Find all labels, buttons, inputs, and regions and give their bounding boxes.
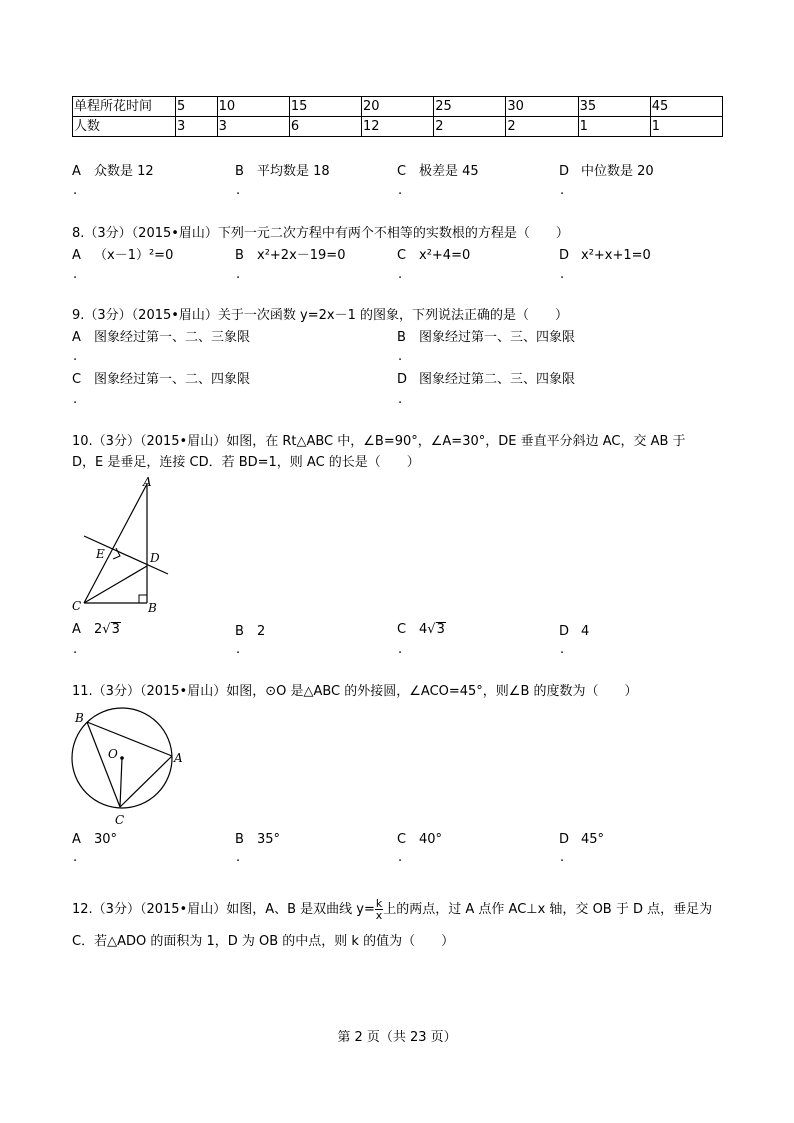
table-row <box>73 97 723 117</box>
option-dot: . <box>236 850 241 865</box>
circle-figure <box>64 706 189 828</box>
segment-ca <box>120 756 172 807</box>
row-label: 人数 <box>73 117 176 137</box>
option-dot: . <box>398 642 403 657</box>
option-coefficient: 4 <box>419 622 428 637</box>
table-cell: 5 <box>176 97 218 117</box>
option-dot: . <box>236 183 241 198</box>
option-dot: . <box>73 349 78 364</box>
option-text: 4 <box>581 624 590 639</box>
option-text: （x－1）²=0 <box>94 248 174 263</box>
option-letter: C <box>397 832 407 847</box>
option-text: 图象经过第二、三、四象限 <box>419 372 576 387</box>
option-letter: D <box>559 164 570 179</box>
option-letter: C <box>397 622 407 637</box>
q9-option-d[interactable] <box>397 372 575 388</box>
option-letter: B <box>397 330 406 345</box>
option-dot: . <box>560 183 565 198</box>
table-cell: 6 <box>289 117 361 137</box>
data-table <box>72 96 723 137</box>
option-text: 中位数是 20 <box>581 164 654 179</box>
option-dot: . <box>73 392 78 407</box>
q9-option-a[interactable] <box>72 330 250 346</box>
label-a: A <box>174 751 183 765</box>
option-dot: . <box>73 267 78 282</box>
q7-option-a[interactable] <box>72 164 154 180</box>
q11-stem: 11.（3分）（2015•眉山）如图，⊙O 是△ABC 的外接圆，∠ACO=45°，则∠B 的度数为（ ） <box>72 684 638 699</box>
option-letter: A <box>72 330 81 345</box>
option-letter: C <box>72 372 82 387</box>
table-cell: 15 <box>289 97 361 117</box>
q7-option-d[interactable] <box>559 164 654 180</box>
segment-ba <box>87 722 172 756</box>
option-dot: . <box>236 642 241 657</box>
option-letter: A <box>72 832 81 847</box>
sqrt-icon: √ <box>427 622 436 637</box>
segment-bc <box>87 722 120 807</box>
q7-option-b[interactable] <box>235 164 330 180</box>
option-letter: D <box>559 832 570 847</box>
option-text: x²+2x－19=0 <box>257 248 346 263</box>
option-text: x²+4=0 <box>419 248 471 263</box>
option-dot: . <box>73 183 78 198</box>
q12-stem-line2: C．若△ADO 的面积为 1，D 为 OB 的中点，则 k 的值为（ ） <box>72 934 455 949</box>
option-text: 30° <box>94 832 118 847</box>
option-text: 图象经过第一、二、四象限 <box>94 372 251 387</box>
option-text: 2 <box>257 624 266 639</box>
option-letter: D <box>559 248 570 263</box>
table-cell: 3 <box>217 117 289 137</box>
option-letter: B <box>235 832 244 847</box>
option-letter: A <box>72 248 81 263</box>
table-cell: 30 <box>506 97 578 117</box>
table-cell: 45 <box>650 97 722 117</box>
option-text: 45° <box>581 832 605 847</box>
center-point <box>120 756 124 760</box>
label-c: C <box>72 599 82 613</box>
page-footer: 第 2 页（共 23 页） <box>337 1030 457 1045</box>
option-text: 图象经过第一、二、三象限 <box>94 330 251 345</box>
option-text: 极差是 45 <box>419 164 479 179</box>
option-radicand: 3 <box>111 622 120 637</box>
q10-stem-line2: D，E 是垂足，连接 CD．若 BD=1，则 AC 的长是（ ） <box>72 455 420 470</box>
label-b: B <box>148 601 157 615</box>
option-letter: A <box>72 622 81 637</box>
table-cell: 10 <box>217 97 289 117</box>
option-dot: . <box>398 183 403 198</box>
table-cell: 25 <box>434 97 506 117</box>
q12-stem-pre: 12.（3分）（2015•眉山）如图，A、B 是双曲线 y= <box>72 902 375 917</box>
q8-option-c[interactable] <box>397 248 470 264</box>
option-coefficient: 2 <box>94 622 103 637</box>
label-c: C <box>115 813 125 827</box>
segment-oc <box>120 758 122 807</box>
label-d: D <box>150 551 160 565</box>
label-b: B <box>75 711 84 725</box>
q7-option-c[interactable] <box>397 164 479 180</box>
q11-option-c[interactable] <box>397 832 442 848</box>
option-letter: A <box>72 164 81 179</box>
option-dot: . <box>560 267 565 282</box>
right-angle-b <box>139 595 147 603</box>
option-letter: C <box>397 164 407 179</box>
q11-option-d[interactable] <box>559 832 604 848</box>
option-dot: . <box>560 642 565 657</box>
fraction-denominator: x <box>375 909 383 922</box>
q10-option-b[interactable] <box>235 624 265 640</box>
q12-stem-post: 上的两点，过 A 点作 AC⊥x 轴，交 OB 于 D 点，垂足为 <box>383 902 713 917</box>
q9-option-c[interactable] <box>72 372 250 388</box>
table-cell: 1 <box>650 117 722 137</box>
fraction-k-over-x <box>375 898 383 921</box>
label-a: A <box>143 475 152 489</box>
q9-stem: 9.（3分）（2015•眉山）关于一次函数 y=2x－1 的图象，下列说法正确的是（ ） <box>72 308 569 323</box>
sqrt-icon: √ <box>102 622 111 637</box>
option-text: 平均数是 18 <box>257 164 330 179</box>
option-letter: B <box>235 164 244 179</box>
label-o: O <box>108 747 118 761</box>
option-dot: . <box>398 267 403 282</box>
option-letter: B <box>235 248 244 263</box>
table-cell: 2 <box>434 117 506 137</box>
option-text: x²+x+1=0 <box>581 248 651 263</box>
option-dot: . <box>398 392 403 407</box>
table-cell: 1 <box>578 117 650 137</box>
table-cell: 2 <box>506 117 578 137</box>
option-dot: . <box>73 642 78 657</box>
q11-option-b[interactable] <box>235 832 280 848</box>
table-row <box>73 117 723 137</box>
option-dot: . <box>236 267 241 282</box>
option-radicand: 3 <box>436 622 445 637</box>
label-e: E <box>96 547 105 561</box>
option-text: 图象经过第一、三、四象限 <box>419 330 576 345</box>
q9-option-b[interactable] <box>397 330 575 346</box>
option-letter: D <box>397 372 408 387</box>
table-cell: 3 <box>176 117 218 137</box>
q10-option-d[interactable] <box>559 624 589 640</box>
option-dot: . <box>398 349 403 364</box>
q11-option-a[interactable] <box>72 832 117 848</box>
option-letter: D <box>559 624 570 639</box>
q8-option-d[interactable] <box>559 248 651 264</box>
option-dot: . <box>73 850 78 865</box>
table-cell: 20 <box>362 97 434 117</box>
option-dot: . <box>560 850 565 865</box>
fraction-numerator: k <box>375 897 383 910</box>
option-text: 35° <box>257 832 281 847</box>
option-text: 众数是 12 <box>94 164 154 179</box>
q10-option-a[interactable] <box>72 622 121 638</box>
q8-option-b[interactable] <box>235 248 345 264</box>
option-dot: . <box>398 850 403 865</box>
row-label: 单程所花时间 <box>73 97 176 117</box>
q10-stem-line1: 10.（3分）（2015•眉山）如图，在 Rt△ABC 中，∠B=90°，∠A=30°，DE 垂直平分斜边 AC，交 AB 于 <box>72 434 686 449</box>
q8-stem: 8.（3分）（2015•眉山）下列一元二次方程中有两个不相等的实数根的方程是（ ） <box>72 226 569 241</box>
q10-option-c[interactable] <box>397 622 446 638</box>
option-letter: C <box>397 248 407 263</box>
table-cell: 35 <box>578 97 650 117</box>
q8-option-a[interactable] <box>72 248 173 264</box>
option-letter: B <box>235 624 244 639</box>
q12-stem-line1 <box>72 898 712 921</box>
option-text: 40° <box>419 832 443 847</box>
table-cell: 12 <box>362 117 434 137</box>
triangle-figure <box>70 474 180 619</box>
